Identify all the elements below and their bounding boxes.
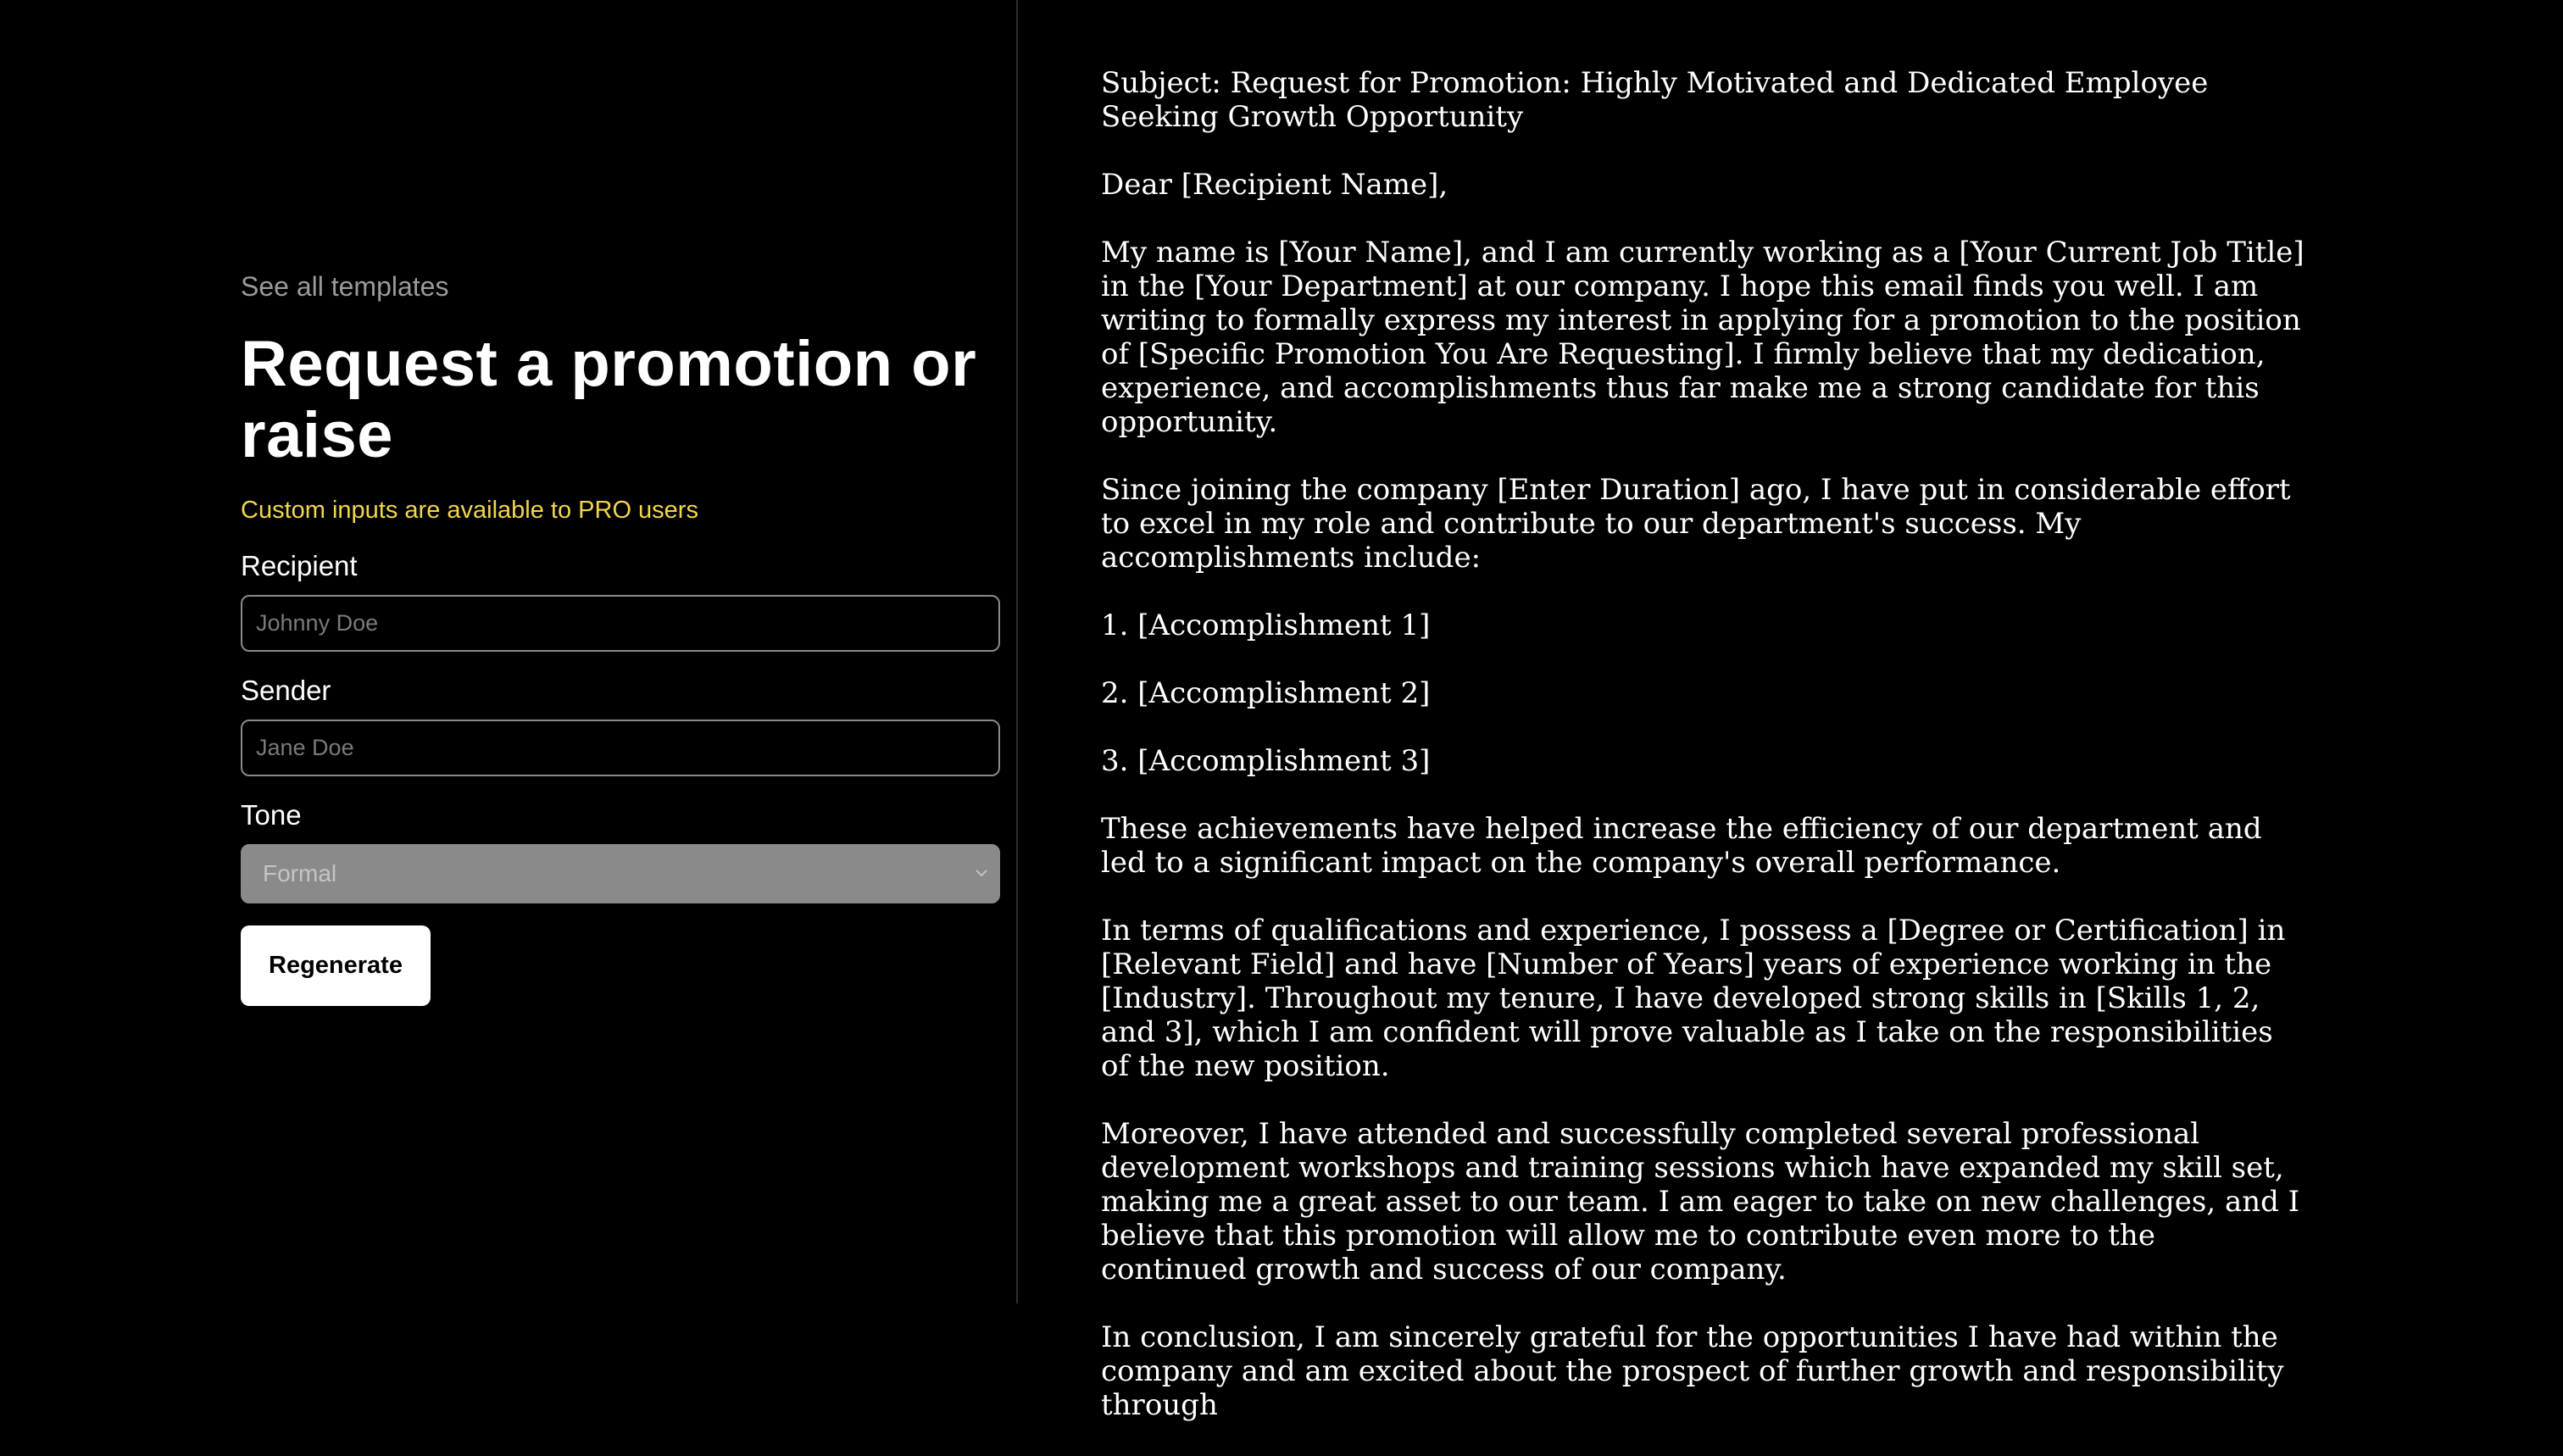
email-paragraph: My name is [Your Name], and I am currently working as a [Your Current Job Title] in the [Your Department] at our company. I hope this email finds you well. I am writing to formally express my interest in applying for a promotion to the position of [Specific Promotion You Are Requesting]. I firmly believe that my dedication, experience, and accomplishments thus far make me a strong candidate for this opportunity. <box>1101 236 2304 439</box>
email-output-panel <box>1018 0 2563 1422</box>
tone-select[interactable] <box>241 844 1000 903</box>
email-paragraph: In terms of qualifications and experience, I possess a [Degree or Certification] in [Relevant Field] and have [Number of Years] years of experience working in the [Industry]. Throughout my tenure, I have developed strong skills in [Skills 1, 2, and 3], which I am confident will prove valuable as I take on the responsibilities of the new position. <box>1101 914 2286 1083</box>
sender-label: Sender <box>241 675 331 706</box>
recipient-input[interactable] <box>241 595 1000 652</box>
email-paragraph: These achievements have helped increase the efficiency of our department and led to a significant impact on the company's overall performance. <box>1101 812 2262 880</box>
form-container <box>241 268 1000 1006</box>
pro-notice: Custom inputs are available to PRO users <box>241 497 698 524</box>
email-list-item: 3. [Accomplishment 3] <box>1101 744 1431 778</box>
email-list-item: 2. [Accomplishment 2] <box>1101 676 1431 710</box>
email-paragraph: Moreover, I have attended and successfully completed several professional development workshops and training sessions which have expanded my skill set, making me a great asset to our team. I am eager to take on new challenges, and I believe that this promotion will allow me to contribute even more to the continued growth and success of our company. <box>1101 1117 2300 1287</box>
email-greeting: Dear [Recipient Name], <box>1101 168 1448 202</box>
page-title: Request a promotion or raise <box>241 328 977 471</box>
tone-label: Tone <box>241 799 302 831</box>
email-subject: Subject: Request for Promotion: Highly Motivated and Dedicated Employee Seeking Growth Opportunity <box>1101 66 2209 134</box>
chevron-down-icon <box>971 863 992 883</box>
see-all-templates-link[interactable]: See all templates <box>241 271 449 302</box>
regenerate-button[interactable]: Regenerate <box>241 925 431 1006</box>
generated-email <box>1101 66 2304 1456</box>
email-paragraph: In conclusion, I am sincerely grateful for the opportunities I have had within the company and am excited about the prospect of further growth and responsibility through <box>1101 1320 2284 1422</box>
form-panel <box>0 0 1018 1303</box>
email-paragraph: Since joining the company [Enter Duration] ago, I have put in considerable effort to excel in my role and contribute to our department's success. My accomplishments include: <box>1101 473 2291 575</box>
email-list-item: 1. [Accomplishment 1] <box>1101 609 1431 642</box>
recipient-label: Recipient <box>241 550 358 581</box>
tone-selected-value[interactable]: Formal <box>241 844 1000 903</box>
sender-input[interactable] <box>241 720 1000 776</box>
